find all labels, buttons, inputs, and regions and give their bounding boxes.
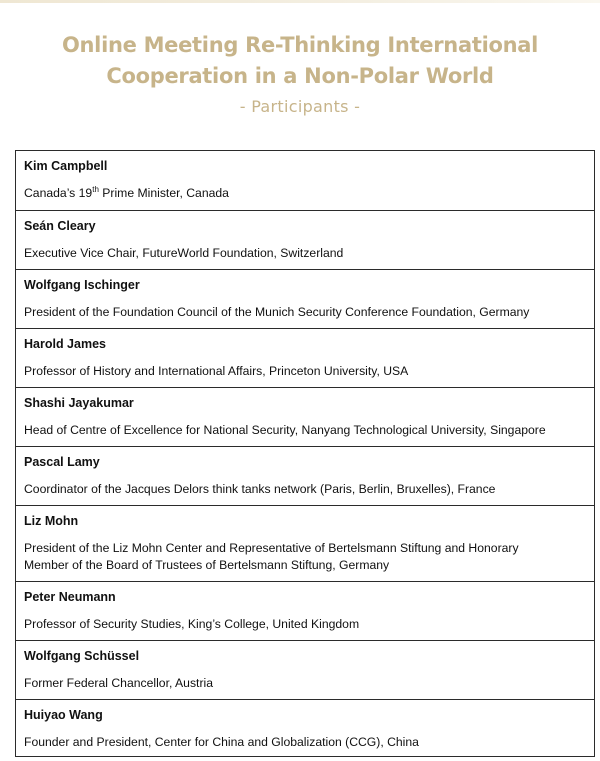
participant-role: Coordinator of the Jacques Delors think tanks network (Paris, Berlin, Bruxelles), France: [24, 482, 496, 496]
participant-role: [24, 540, 586, 574]
participant-name: Huiyao Wang: [24, 708, 103, 722]
participant-role: Former Federal Chancellor, Austria: [24, 676, 213, 690]
page-title-line-2: Cooperation in a Non-Polar World: [106, 64, 494, 88]
participant-role: Professor of History and International Affairs, Princeton University, USA: [24, 364, 409, 378]
participant-row: [16, 505, 594, 581]
participant-name: Pascal Lamy: [24, 455, 100, 469]
participant-role: [24, 185, 586, 202]
participant-name: Harold James: [24, 337, 106, 351]
participant-row: [16, 328, 594, 387]
participant-role: Professor of Security Studies, King’s College, United Kingdom: [24, 617, 360, 631]
participant-name: Wolfgang Schüssel: [24, 649, 140, 663]
ordinal-suffix: th: [92, 184, 99, 194]
participant-row: [16, 210, 594, 269]
participant-name: Shashi Jayakumar: [24, 396, 134, 410]
participant-row: [16, 269, 594, 328]
participant-role: President of the Foundation Council of the Munich Security Conference Foundation, Germany: [24, 305, 530, 319]
participant-name: Peter Neumann: [24, 590, 116, 604]
document-header: [0, 30, 600, 119]
participant-role-text: Prime Minister, Canada: [98, 186, 229, 200]
participant-row: [16, 699, 594, 756]
participant-role: Executive Vice Chair, FutureWorld Foundation, Switzerland: [24, 246, 344, 260]
participant-row: [16, 151, 594, 210]
page-subtitle: - Participants -: [239, 97, 361, 116]
participant-role: Head of Centre of Excellence for National Security, Nanyang Technological University, Singapore: [24, 423, 546, 437]
participant-row: [16, 446, 594, 505]
participant-role-text: Canada’s 19: [24, 186, 93, 200]
participant-name: Kim Campbell: [24, 159, 108, 173]
participant-role-line-2: Member of the Board of Trustees of Bertelsmann Stiftung, Germany: [24, 558, 390, 572]
participant-row: [16, 387, 594, 446]
participant-name: Seán Cleary: [24, 219, 96, 233]
participants-table: [15, 150, 595, 757]
participant-name: Liz Mohn: [24, 514, 79, 528]
participant-row: [16, 640, 594, 699]
top-border-rule: [0, 0, 600, 3]
participant-name: Wolfgang Ischinger: [24, 278, 140, 292]
participant-role: Founder and President, Center for China and Globalization (CCG), China: [24, 735, 419, 749]
participant-row: [16, 581, 594, 640]
page-title-line-1: Online Meeting Re-Thinking International: [61, 33, 539, 57]
participant-role-line-1: President of the Liz Mohn Center and Representative of Bertelsmann Stiftung and Honorary: [24, 541, 519, 555]
